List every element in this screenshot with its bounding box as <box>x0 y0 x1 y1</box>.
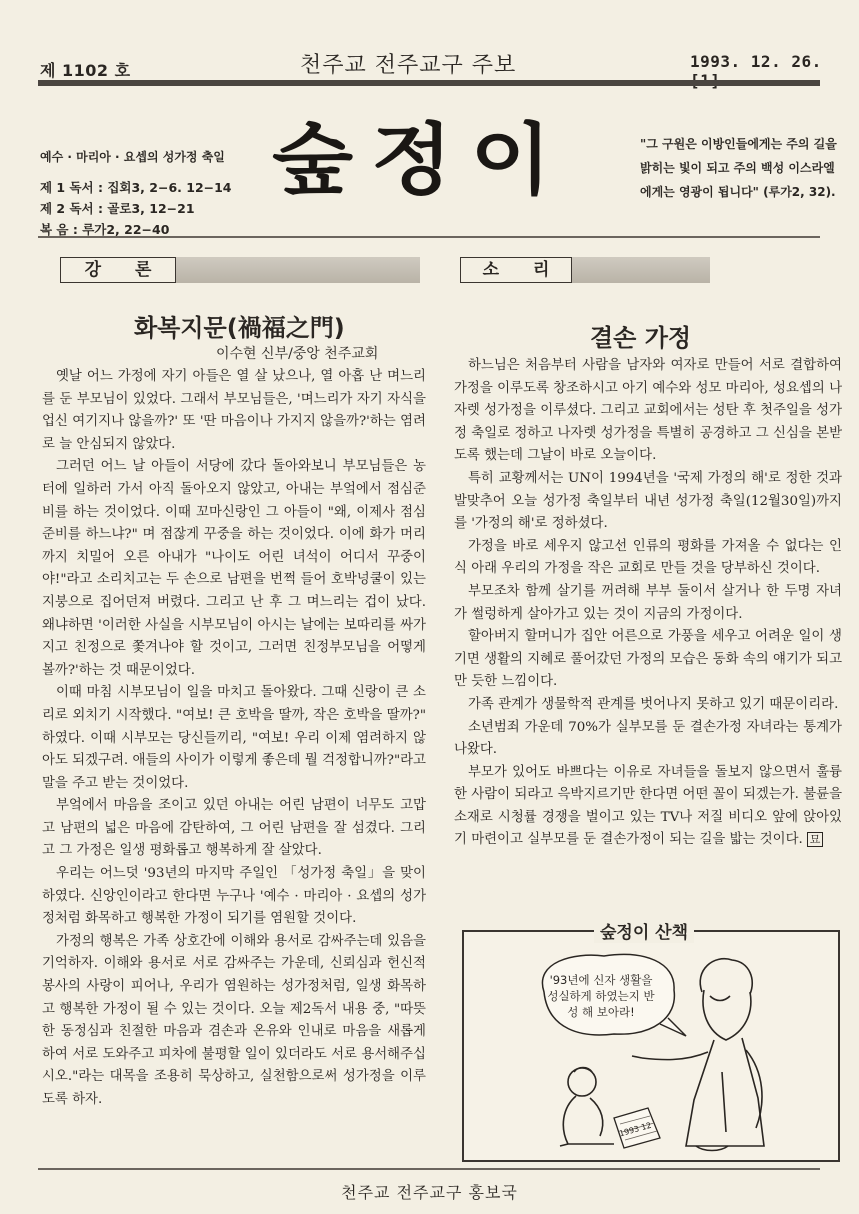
editorial-paragraph: 할아버지 할머니가 집안 어른으로 가풍을 세우고 어려운 일이 생기면 생활의 지혜로 풀어갔던 가정의 모습은 동화 속의 얘기가 되고 만 듯한 느낌이다. <box>454 629 842 690</box>
sermon-paragraph: 이때 마침 시부모님이 일을 마치고 돌아왔다. 그때 신랑이 큰 소리로 외치기 시작했다. "여보! 큰 호박을 딸까, 작은 호박을 딸까?" 하였다. 이때 시부모는 당신들끼리, "여보! 우리 이제 염려하지 않아도 되겠구려. 애들의 사이가 이렇게 좋은데 뭘 걱정합니까?"라고 말을 주고 받는 것이었다. <box>42 685 426 791</box>
sermon-paragraph: 가정의 행복은 가족 상호간에 이해와 용서로 감싸주는데 있음을 기억하자. 이해와 용서로 서로 감싸주는 가운데, 신뢰심과 헌신적 봉사의 사랑이 피어나, 우리가 염원하는 성가정처럼, 일생 화목하고 행복한 가정이 될 수 있는 것이다. 오늘 제2독서 내용 중, "따뜻한 동정심과 친절한 마음과 겸손과 온유와 인내로 마음을 새롭게 하여 서로 도와주고 피차에 불평할 일이 있더라도 서로 용서해주십시오."라는 대목을 조용히 묵상하고, 실천함으로써 성가정을 이루도록 하자. <box>42 933 426 1107</box>
editorial-body <box>454 355 842 852</box>
sermon-paragraph: 우리는 어느덧 '93년의 마지막 주일인 「성가정 축일」을 맞이하였다. 신앙인이라고 한다면 누구나 '예수 · 마리아 · 요셉의 성가정처럼 화목하고 행복한 가정이 되기를 염원할 것이다. <box>42 866 426 927</box>
cartoon-box <box>462 923 840 1162</box>
voice-section-label: 소 리 <box>460 257 572 283</box>
kneeling-figure-icon <box>560 1068 614 1147</box>
end-mark: 묘 <box>807 832 824 847</box>
voice-section-banner <box>470 257 710 283</box>
gospel-reading: 복 음 : 루가2, 22−40 <box>40 222 170 237</box>
publication-date: 1993. 12. 26. [1] <box>690 52 822 90</box>
bulletin-title: 천주교 전주교구 주보 <box>300 53 517 78</box>
first-reading: 제 1 독서 : 집회3, 2−6. 12−14 <box>40 180 232 195</box>
sermon-paragraph: 옛날 어느 가정에 자기 아들은 열 살 났으나, 열 아홉 난 며느리를 둔 부모님이 있었다. 그래서 부모님들은, '며느리가 자기 자식을 업신 여기지나 않을까?' 또 '딴 마음이나 가지지 않을까?'하는 염려로 늘 안심되지 않았다. <box>42 369 426 452</box>
sermon-section-label: 강 론 <box>60 257 176 283</box>
editorial-paragraph: 가정을 바로 세우지 않고선 인류의 평화를 가져올 수 없다는 인식 아래 우리의 가정을 작은 교회로 만들 것을 당부하신 것이다. <box>454 538 842 577</box>
editorial-last-text: 부모가 있어도 바쁘다는 이유로 자녀들을 돌보지 않으면서 훌륭한 사람이 되라고 윽박지르기만 한다면 어떤 꼴이 되겠는가. 불륜을 소재로 시청률 경쟁을 벌이고 있는 TV나 저질 비디오 앞에 앉아있기 마련이고 실부모를 둔 결손가정이 되는 길을 밟는 것이다. <box>454 764 842 848</box>
editorial-title: 결손 가정 <box>590 324 692 352</box>
scripture-motto: "그 구원은 이방인들에게는 주의 길을 밝히는 빛이 되고 주의 백성 이스라엘에게는 영광이 됩니다" (루가2, 32). <box>640 137 837 199</box>
second-reading: 제 2 독서 : 골로3, 12−21 <box>40 201 195 216</box>
sermon-paragraph: 부엌에서 마음을 조이고 있던 아내는 어린 남편이 너무도 고맙고 남편의 넓은 마음에 감탄하여, 그 어린 남편을 잘 섬겼다. 그리고 그 가정은 일생 평화롭고 행복하게 잘 살았다. <box>42 798 426 859</box>
masthead-rule <box>38 236 820 238</box>
editorial-paragraph: 부모조차 함께 살기를 꺼려해 부부 둘이서 살거나 한 두명 자녀가 썰렁하게 살아가고 있는 것이 지금의 가정이다. <box>454 583 842 622</box>
header-rule <box>38 80 820 86</box>
sermon-body <box>42 366 426 1112</box>
editorial-paragraph: 소년범죄 가운데 70%가 실부모를 둔 결손가정 자녀라는 통계가 나왔다. <box>454 719 842 758</box>
speech-bubble-text: '93년에 신자 생활을 성실하게 하였는지 반성 해 보아라! <box>547 973 655 1019</box>
sermon-author: 이수현 신부/중앙 천주교회 <box>216 346 379 362</box>
publisher-footer: 천주교 전주교구 홍보국 <box>341 1183 518 1202</box>
editorial-paragraph: 특히 교황께서는 UN이 1994년을 '국제 가정의 해'로 정한 것과 발맞추어 오늘 성가정 축일부터 내년 성가정 축일(12월30일)까지를 '가정의 해'로 정하셨다. <box>454 470 842 532</box>
sermon-section-banner <box>70 257 420 283</box>
footer-rule <box>38 1168 820 1170</box>
editorial-paragraph: 하느님은 처음부터 사람을 남자와 여자로 만들어 서로 결합하여 가정을 이루도록 창조하시고 아기 예수와 성모 마리아, 성요셉의 나자렛 성가정을 이루셨다. 그리고 교회에서는 성탄 후 첫주일을 성가정 축일로 정하고 나자렛 성가정을 특별히 공경하고 그 신심을 본받도록 했는데 그날이 바로 오늘이다. <box>454 358 842 464</box>
sermon-title: 화복지문(禍福之門) <box>134 314 345 342</box>
editorial-paragraph: 가족 관계가 생물학적 관계를 벗어나지 못하고 있기 때문이리라. <box>468 696 839 712</box>
issue-number: 제 1102 호 <box>40 61 131 80</box>
sermon-paragraph: 그러던 어느 날 아들이 서당에 갔다 돌아와보니 부모님들은 농터에 일하러 가서 아직 돌아오지 않았고, 아내는 부엌에서 점심준비를 하는 것이었다. 이때 꼬마신랑인 그 아들이 "왜, 이제사 점심준비를 하느냐?" 며 점잖게 꾸중을 하는 것이었다. 이에 화가 머리까지 치밀어 오른 아내가 "나이도 어린 녀석이 어디서 꾸중이야!"라고 소리치고는 두 손으로 남편을 번쩍 들어 호박넝쿨이 있는 지붕으로 집어던져 버렸다. 그리고 난 후 그 며느리는 겁이 났다. 왜냐하면 '이러한 사실을 시부모님이 아시는 날에는 보따리를 싸가지고 친정으로 쫓겨나야 할 것이고, 그러면 친정부모님을 어떻게 볼까?'하는 것 때문이었다. <box>42 459 426 678</box>
cartoon-title: 숲정이 산책 <box>594 918 694 943</box>
editorial-paragraph <box>454 762 842 852</box>
feast-name: 예수 · 마리아 · 요셉의 성가정 축일 <box>40 150 225 164</box>
masthead-logo: 숲정이 <box>272 114 570 206</box>
cartoon-illustration <box>464 932 838 1160</box>
calendar-label: 1993 12 <box>618 1120 653 1139</box>
